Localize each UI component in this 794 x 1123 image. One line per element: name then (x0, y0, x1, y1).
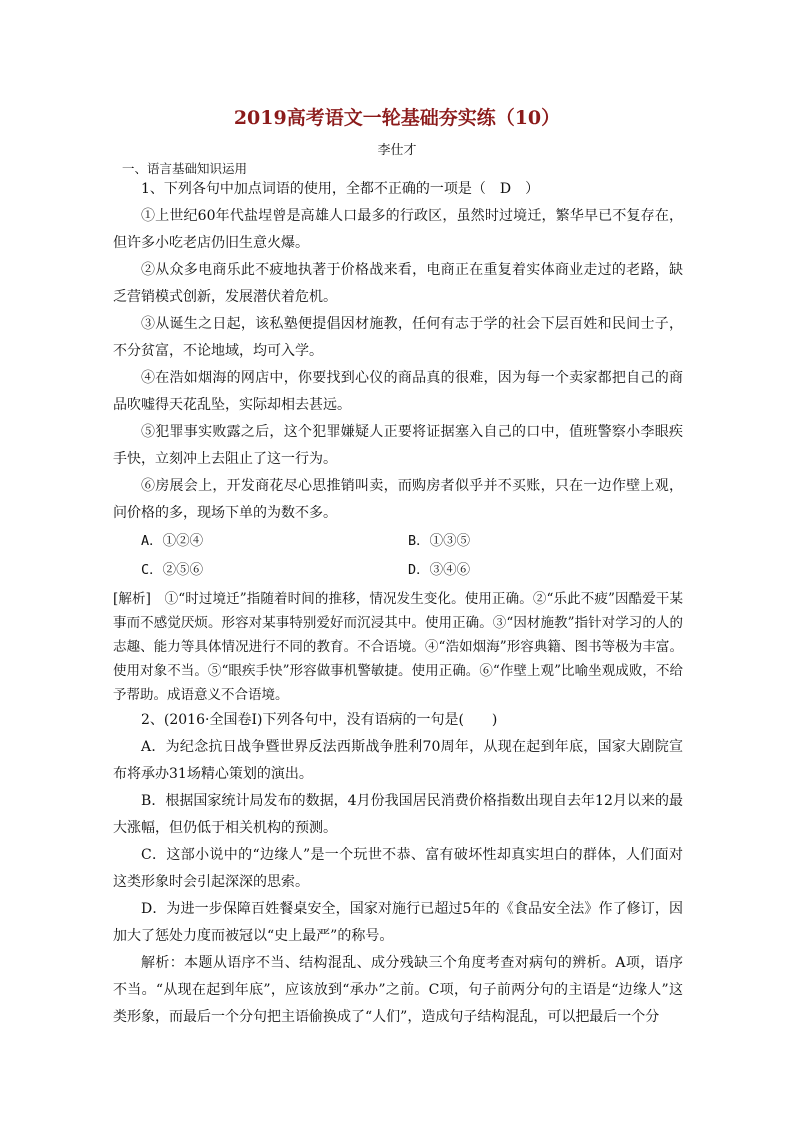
question-1-analysis: [解析] ①“时过境迁”指随着时间的推移，情况发生变化。使用正确。②“乐此不疲”因酷爱干某事而不感觉厌烦。形容对某事特别爱好而沉浸其中。使用正确。③“因材施教”指针对学习的人的志趣、能力等具体情况进行不同的教育。不合语境。④“浩如烟海”形容典籍、图书等极为丰富。使用对象不当。⑤“眼疾手快”形容做事机警敏捷。使用正确。⑥“作壁上观”比喻坐观成败，不给予帮助。成语意义不合语境。 (113, 591, 683, 703)
question-1-options-row-1 (113, 527, 683, 556)
question-2-option-c: C．这部小说中的“边缘人”是一个玩世不恭、富有破坏性却真实坦白的群体，人们面对这类形象时会引起深深的思索。 (113, 847, 683, 890)
question-1-stem: 1、下列各句中加点词语的使用，全都不正确的一项是（ D ） (141, 181, 540, 197)
option-b: B．①③⑤ (408, 533, 471, 549)
question-2-option-d: D．为进一步保障百姓餐桌安全，国家对施行已超过5年的《食品安全法》作了修订，因加大了惩处力度而被冠以“史上最严”的称号。 (113, 901, 683, 944)
question-1-item-2: ②从众多电商乐此不疲地执著于价格战来看，电商正在重复着实体商业走过的老路，缺乏营销模式创新，发展潜伏着危机。 (113, 262, 683, 305)
document-body (113, 176, 683, 1031)
question-2-option-b: B．根据国家统计局发布的数据，4月份我国居民消费价格指数出现自去年12月以来的最大涨幅，但仍低于相关机构的预测。 (113, 793, 683, 836)
question-1-item-4: ④在浩如烟海的网店中，你要找到心仪的商品真的很难，因为每一个卖家都把自己的商品吹嘘得天花乱坠，实际却相去甚远。 (113, 370, 683, 413)
question-1-options-row-2 (113, 556, 683, 585)
question-1-item-6: ⑥房展会上，开发商花尽心思推销叫卖，而购房者似乎并不买账，只在一边作壁上观，问价格的多，现场下单的为数不多。 (113, 478, 683, 521)
section-heading: 一、语言基础知识运用 (122, 161, 248, 176)
option-a: A．①②④ (141, 533, 204, 549)
question-2-stem: 2、(2016·全国卷Ⅰ)下列各句中，没有语病的一句是( ) (141, 712, 498, 728)
question-1-item-5: ⑤犯罪事实败露之后，这个犯罪嫌疑人正要将证据塞入自己的口中，值班警察小李眼疾手快，立刻冲上去阻止了这一行为。 (113, 424, 683, 467)
document-title: 2019高考语文一轮基础夯实练（10） (233, 107, 561, 129)
question-2-option-a: A．为纪念抗日战争暨世界反法西斯战争胜利70周年，从现在起到年底，国家大剧院宣布将承办31场精心策划的演出。 (113, 739, 683, 782)
question-1-item-1: ①上世纪60年代盐埕曾是高雄人口最多的行政区，虽然时过境迁，繁华早已不复存在，但许多小吃老店仍旧生意火爆。 (113, 208, 683, 251)
question-2-analysis: 解析：本题从语序不当、结构混乱、成分残缺三个角度考查对病句的辨析。A项，语序不当。“从现在起到年底”，应该放到“承办”之前。C项，句子前两分句的主语是“边缘人”这类形象，而最后一个分句把主语偷换成了“人们”，造成句子结构混乱，可以把最后一个分 (113, 955, 683, 1025)
question-1-item-3: ③从诞生之日起，该私塾便提倡因材施教，任何有志于学的社会下层百姓和民间士子，不分贫富，不论地域，均可入学。 (113, 316, 683, 359)
author-name: 李仕才 (377, 143, 417, 158)
option-d: D．③④⑥ (408, 562, 471, 578)
option-c: C．②⑤⑥ (141, 562, 204, 578)
